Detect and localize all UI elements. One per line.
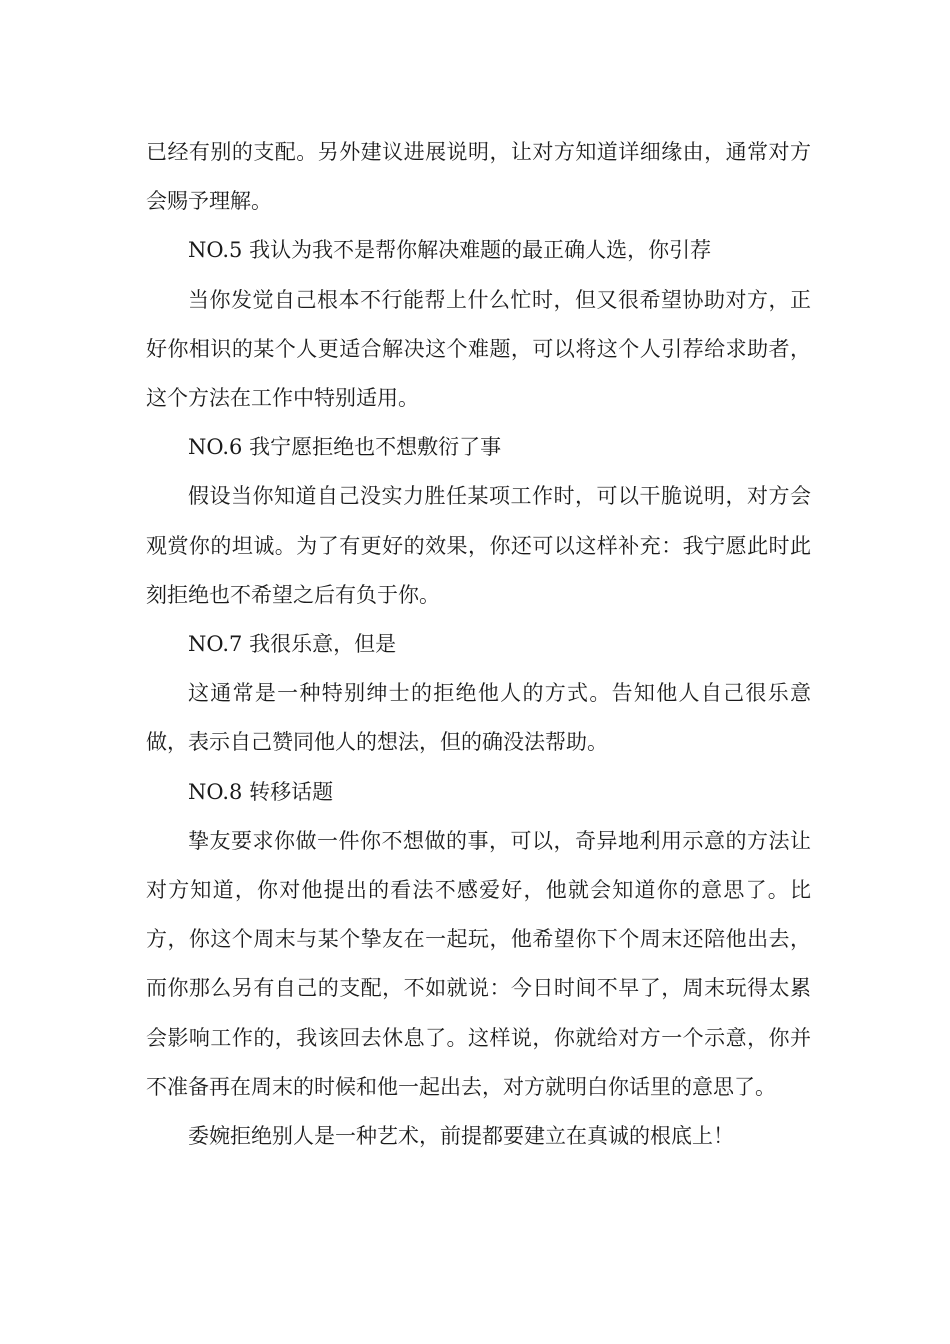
paragraph: 当你发觉自己根本不行能帮上什么忙时，但又很希望协助对方，正好你相识的某个人更适合解决这个难题，可以将这个人引荐给求助者，这个方法在工作中特别适用。 — [146, 287, 811, 411]
closing-paragraph: 委婉拒绝别人是一种艺术，前提都要建立在真诚的根底上！ — [188, 1124, 734, 1149]
section-heading-no6: NO.6 我宁愿拒绝也不想敷衍了事 — [188, 435, 502, 460]
paragraph: 挚友要求你做一件你不想做的事，可以，奇异地利用示意的方法让对方知道，你对他提出的看法不感爱好，他就会知道你的意思了。比方，你这个周末与某个挚友在一起玩，他希望你下个周末还陪他出去，而你那么另有自己的支配，不如就说：今日时间不早了，周末玩得太累会影响工作的，我该回去休息了。这样说，你就给对方一个示意，你并不准备再在周末的时候和他一起出去，对方就明白你话里的意思了。 — [146, 828, 811, 1099]
section-heading-no7: NO.7 我很乐意，但是 — [188, 632, 397, 657]
document-body — [146, 128, 811, 1161]
paragraph: 这通常是一种特别绅士的拒绝他人的方式。告知他人自己很乐意做，表示自己赞同他人的想法，但的确没法帮助。 — [146, 681, 811, 755]
section-heading-no8: NO.8 转移话题 — [188, 779, 334, 804]
section-heading-no5: NO.5 我认为我不是帮你解决难题的最正确人选，你引荐 — [188, 238, 712, 263]
paragraph: 假设当你知道自己没实力胜任某项工作时，可以干脆说明，对方会观赏你的坦诚。为了有更好的效果，你还可以这样补充：我宁愿此时此刻拒绝也不希望之后有负于你。 — [146, 484, 811, 607]
paragraph-continued: 已经有别的支配。另外建议进展说明，让对方知道详细缘由，通常对方会赐予理解。 — [146, 140, 811, 214]
